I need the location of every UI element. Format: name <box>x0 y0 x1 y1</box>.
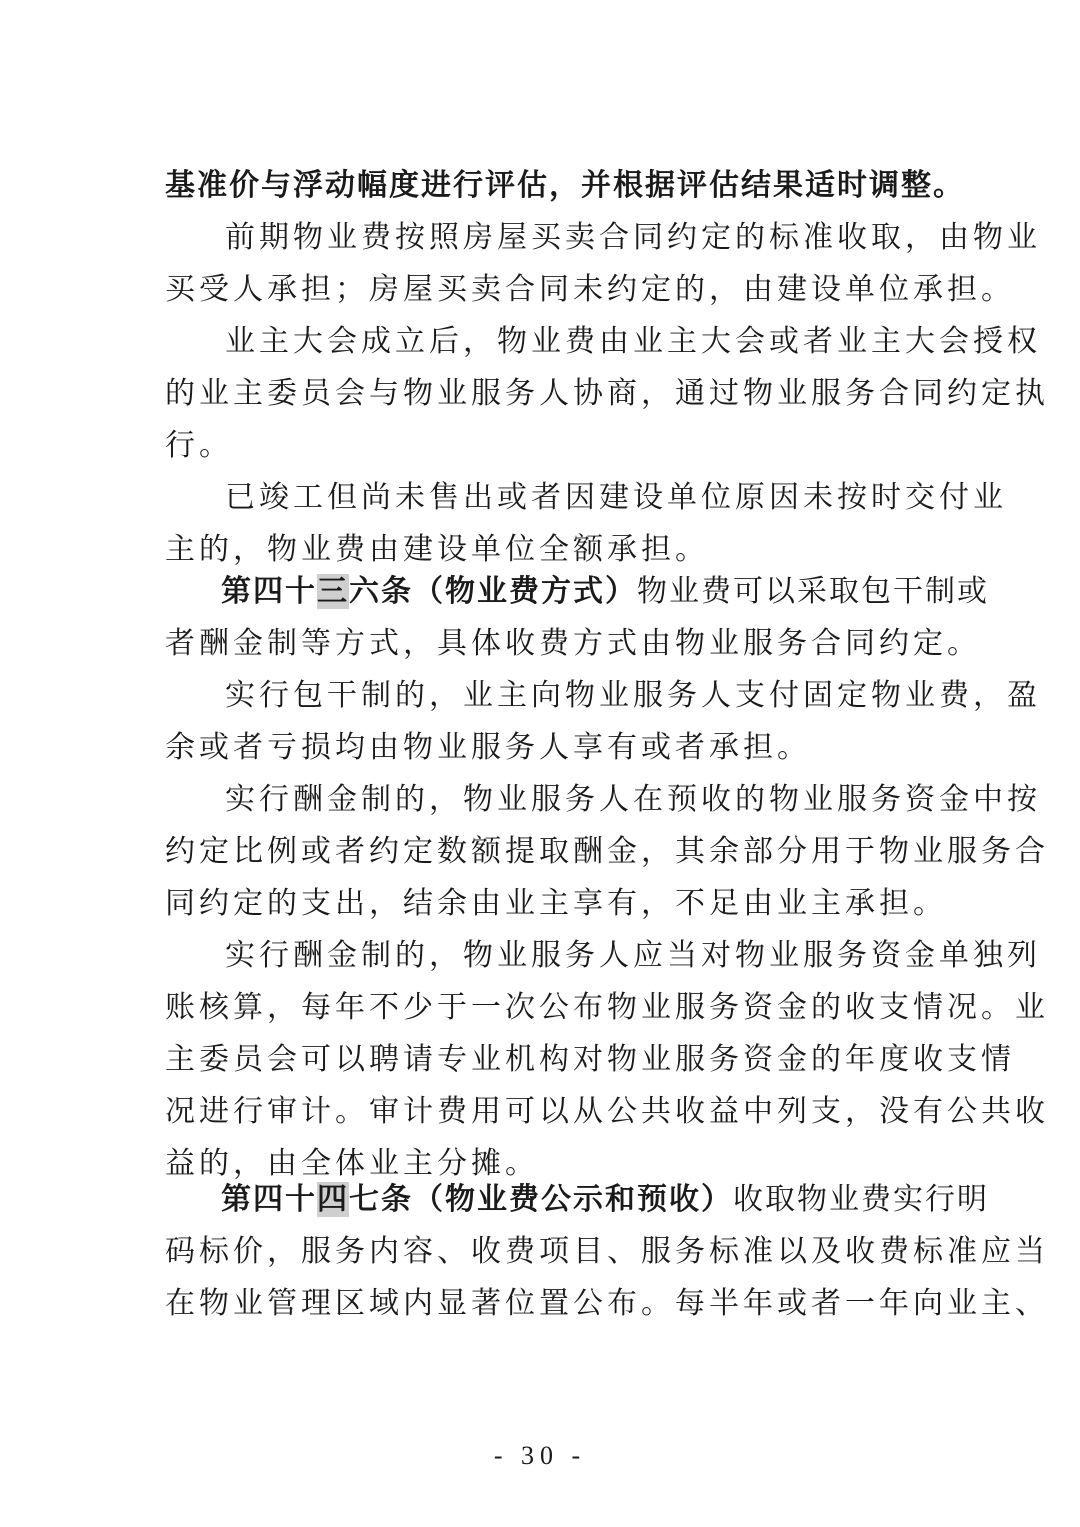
highlighted-revision: 三 <box>317 574 349 609</box>
article-text: 收取物业费实行明 <box>733 1182 989 1217</box>
page-number: - 30 - <box>493 1441 587 1470</box>
paragraph-line: 实行酬金制的，物业服务人在预收的物业服务资金中按 <box>225 782 1041 817</box>
paragraph-line: 余或者亏损均由物业服务人享有或者承担。 <box>165 730 811 765</box>
paragraph-line: 账核算，每年不少于一次公布物业服务资金的收支情况。业 <box>165 990 1049 1025</box>
paragraph-line: 况进行审计。审计费用可以从公共收益中列支，没有公共收 <box>165 1094 1049 1129</box>
article-heading-47 <box>165 1174 989 1226</box>
paragraph-line: 实行酬金制的，物业服务人应当对物业服务资金单独列 <box>225 938 1041 973</box>
paragraph-line: 买受人承担；房屋买卖合同未约定的，由建设单位承担。 <box>165 272 1015 307</box>
paragraph-line: 实行包干制的，业主向物业服务人支付固定物业费，盈 <box>225 678 1041 713</box>
article-title: 七条（物业费公示和预收） <box>349 1182 733 1217</box>
paragraph-line: 前期物业费按照房屋买卖合同约定的标准收取，由物业 <box>225 220 1041 255</box>
paragraph-line: 行。 <box>165 428 233 463</box>
article-text: 物业费可以采取包干制或 <box>637 574 989 609</box>
article-title: 六条（物业费方式） <box>349 574 637 609</box>
paragraph-line: 者酬金制等方式，具体收费方式由物业服务合同约定。 <box>165 626 981 661</box>
paragraph-line: 约定比例或者约定数额提取酬金，其余部分用于物业服务合 <box>165 834 1049 869</box>
paragraph-line: 基准价与浮动幅度进行评估，并根据评估结果适时调整。 <box>165 168 965 203</box>
paragraph-line: 主委员会可以聘请专业机构对物业服务资金的年度收支情 <box>165 1042 1015 1077</box>
paragraph-line: 益的，由全体业主分摊。 <box>165 1146 539 1181</box>
paragraph-line: 同约定的支出，结余由业主享有，不足由业主承担。 <box>165 886 947 921</box>
article-number: 第四十 <box>221 574 317 609</box>
paragraph-line: 的业主委员会与物业服务人协商，通过物业服务合同约定执 <box>165 376 1049 411</box>
article-number: 第四十 <box>221 1182 317 1217</box>
paragraph-line: 业主大会成立后，物业费由业主大会或者业主大会授权 <box>225 324 1041 359</box>
highlighted-revision: 四 <box>317 1182 349 1217</box>
paragraph-line: 码标价，服务内容、收费项目、服务标准以及收费标准应当 <box>165 1234 1049 1269</box>
paragraph-line: 主的，物业费由建设单位全额承担。 <box>165 532 709 567</box>
article-heading-46 <box>165 566 989 618</box>
paragraph-line: 已竣工但尚未售出或者因建设单位原因未按时交付业 <box>225 480 1007 515</box>
paragraph-line: 在物业管理区域内显著位置公布。每半年或者一年向业主、 <box>165 1286 1049 1321</box>
